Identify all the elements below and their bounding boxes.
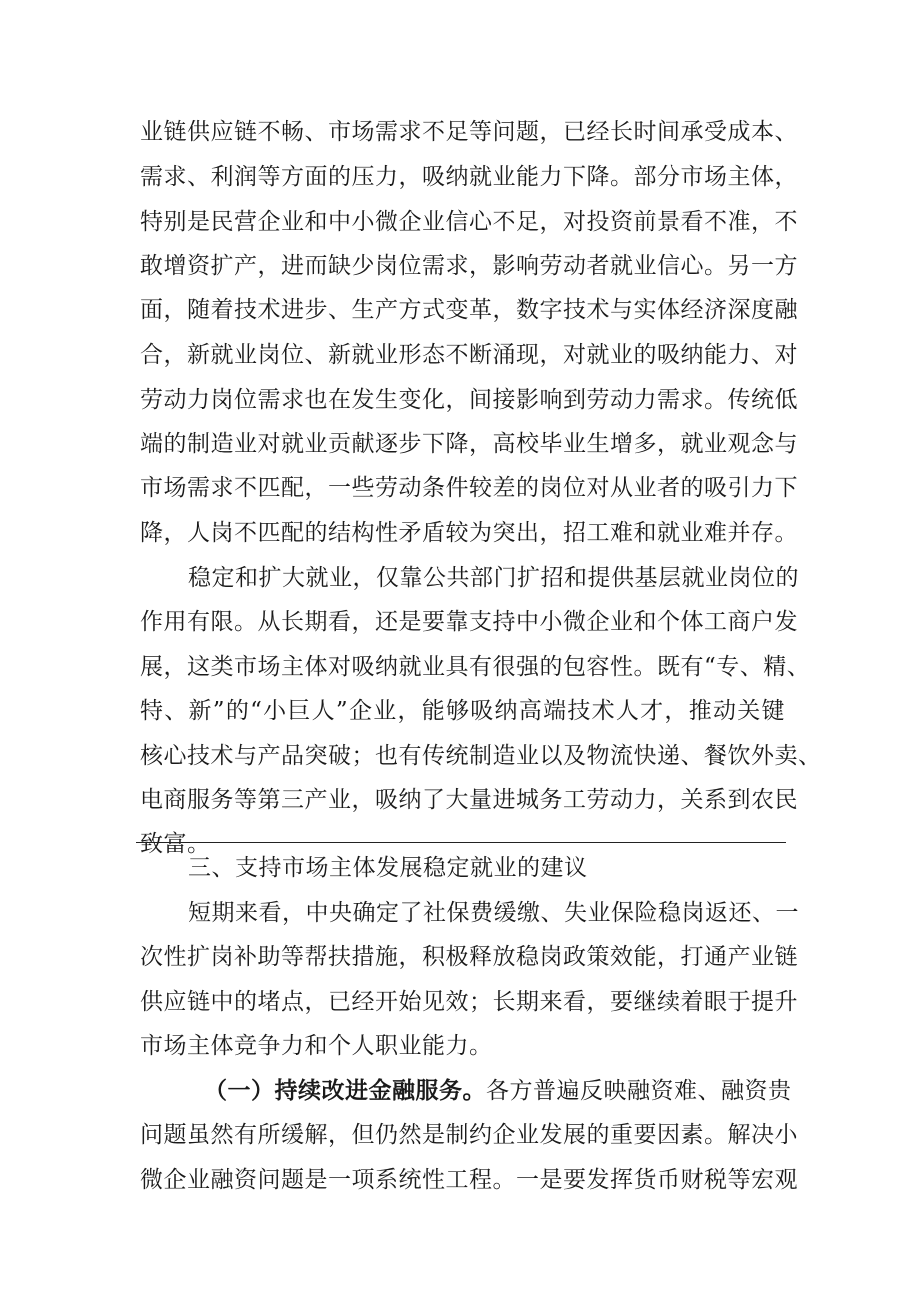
paragraph-line: 业链供应链不畅、市场需求不足等问题，已经长时间承受成本、 [140, 119, 798, 145]
paragraph-line: 特别是民营企业和中小微企业信心不足，对投资前景看不准，不 [140, 209, 798, 235]
paragraph-line: 劳动力岗位需求也在发生变化，间接影响到劳动力需求。传统低 [140, 387, 798, 413]
paragraph-line: 面，随着技术进步、生产方式变革，数字技术与实体经济深度融 [140, 297, 798, 323]
paragraph-line: 供应链中的堵点，已经开始见效；长期来看，要继续着眼于提升 [140, 989, 798, 1015]
paragraph-line: 降，人岗不匹配的结构性矛盾较为突出，招工难和就业难并存。 [140, 520, 798, 546]
paragraph-line: 敢增资扩产，进而缺少岗位需求，影响劳动者就业信心。另一方 [140, 253, 798, 279]
paragraph-line: 展，这类市场主体对吸纳就业具有很强的包容性。既有“专、精、 [140, 654, 811, 680]
paragraph-line: 端的制造业对就业贡献逐步下降，高校毕业生增多，就业观念与 [140, 431, 798, 457]
paragraph-line: 问题虽然有所缓解，但仍然是制约企业发展的重要因素。解决小 [140, 1122, 798, 1148]
paragraph-line: 次性扩岗补助等帮扶措施，积极释放稳岗政策效能，打通产业链 [140, 944, 798, 970]
divider-rule [136, 842, 786, 843]
paragraph-line: 稳定和扩大就业，仅靠公共部门扩招和提供基层就业岗位的 [188, 565, 799, 591]
paragraph-line: 市场需求不匹配，一些劳动条件较差的岗位对从业者的吸引力下 [140, 475, 798, 501]
paragraph-line: 合，新就业岗位、新就业形态不断涌现，对就业的吸纳能力、对 [140, 342, 798, 368]
paragraph-line: 短期来看，中央确定了社保费缓缴、失业保险稳岗返还、一 [188, 900, 799, 926]
paragraph-line: 电商服务等第三产业，吸纳了大量进城务工劳动力，关系到农民 [140, 787, 798, 813]
paragraph-line: 市场主体竞争力和个人职业能力。 [140, 1033, 493, 1059]
paragraph-line: 特、新”的“小巨人”企业，能够吸纳高端技术人才，推动关键 [140, 698, 785, 724]
paragraph-line [140, 822, 785, 857]
paragraph-line: 核心技术与产品突破；也有传统制造业以及物流快递、餐饮外卖、 [140, 743, 822, 769]
section-heading: 三、支持市场主体发展稳定就业的建议 [188, 855, 588, 881]
paragraph-line-text: 致富。 [140, 831, 211, 857]
paragraph-line: 需求、利润等方面的压力，吸纳就业能力下降。部分市场主体， [140, 164, 798, 190]
paragraph-lead-rest: 各方普遍反映融资难、融资贵 [486, 1078, 792, 1104]
paragraph-line: 作用有限。从长期看，还是要靠支持中小微企业和个体工商户发 [140, 609, 798, 635]
paragraph-first-line [204, 1069, 792, 1113]
paragraph-line: 微企业融资问题是一项系统性工程。一是要发挥货币财税等宏观 [140, 1167, 798, 1193]
paragraph-lead-bold: （一）持续改进金融服务。 [204, 1078, 486, 1104]
